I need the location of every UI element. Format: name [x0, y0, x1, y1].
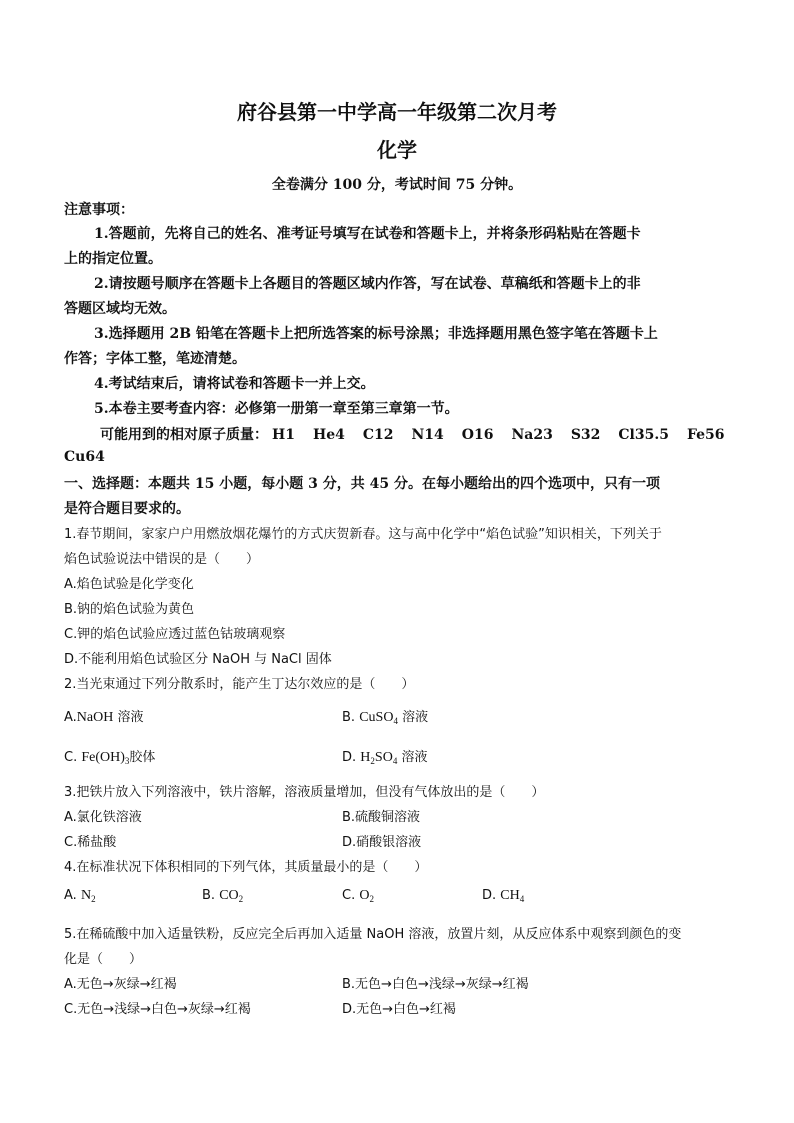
q2-d-prefix: D. — [342, 750, 357, 765]
q4-a-subscript: 2 — [91, 894, 96, 904]
q4-a-prefix: A. — [64, 888, 77, 903]
q2-d-formula-h: H — [360, 750, 371, 765]
q2-d-subscript-1: 2 — [370, 756, 375, 766]
exam-title: 府谷县第一中学高一年级第二次月考 — [237, 100, 557, 124]
q2-c-subscript: 3 — [124, 756, 130, 766]
mass-c: C12 — [362, 427, 394, 443]
q2-b-subscript: 4 — [393, 716, 398, 726]
q3-option-b: B.硫酸铜溶液 — [342, 810, 421, 825]
note-3-line-1: 3.选择题用 2B 铅笔在答题卡上把所选答案的标号涂黑；非选择题用黑色签字笔在答题卡上 — [94, 326, 658, 342]
note-1-line-2: 上的指定位置。 — [64, 251, 162, 267]
q4-b-subscript: 2 — [238, 894, 244, 904]
mass-s: S32 — [570, 427, 601, 443]
q1-option-b: B.钠的焰色试验为黄色 — [64, 602, 195, 617]
q2-c-formula: Fe(OH) — [81, 750, 125, 765]
q5-option-c: C.无色→浅绿→白色→灰绿→红褐 — [64, 1002, 251, 1017]
q4-d-formula: CH — [500, 888, 520, 903]
q4-option-d — [482, 888, 524, 904]
q5-option-a: A.无色→灰绿→红褐 — [64, 977, 177, 992]
q2-option-c — [64, 746, 155, 766]
q2-c-prefix: C. — [64, 750, 78, 765]
notes-heading: 注意事项： — [64, 202, 134, 218]
q5-option-b: B.无色→白色→浅绿→灰绿→红褐 — [342, 977, 529, 992]
masses-label: 可能用到的相对原子质量： — [100, 427, 268, 443]
q5-stem-line-1: 5.在稀硫酸中加入适量铁粉，反应完全后再加入适量 NaOH 溶液，放置片刻，从反应体系中观察到颜色的变 — [64, 927, 682, 942]
section-1-line-1: 一、选择题：本题共 15 小题，每小题 3 分，共 45 分。在每小题给出的四个选项中，只有一项 — [64, 476, 660, 492]
note-2-line-1: 2.请按题号顺序在答题卡上各题目的答题区域内作答，写在试卷、草稿纸和答题卡上的非 — [94, 276, 641, 292]
q1-stem-line-1: 1.春节期间，家家户户用燃放烟花爆竹的方式庆贺新春。这与高中化学中“焰色试验”知识相关，下列关于 — [64, 527, 662, 542]
q4-option-b — [202, 888, 243, 904]
score-time: 全卷满分 100 分，考试时间 75 分钟。 — [271, 177, 523, 193]
subject-title: 化学 — [377, 138, 417, 162]
q1-stem-line-2: 焰色试验说法中错误的是（ ） — [64, 552, 260, 567]
q2-b-suffix: 溶液 — [402, 710, 429, 725]
q4-d-prefix: D. — [482, 888, 497, 903]
q4-c-formula: O — [359, 888, 370, 903]
q2-d-subscript-2: 4 — [392, 756, 398, 766]
q2-a-formula: NaOH — [76, 710, 114, 725]
q1-option-c: C.钾的焰色试验应透过蓝色钴玻璃观察 — [64, 627, 286, 642]
q2-stem: 2.当光束通过下列分散系时，能产生丁达尔效应的是（ ） — [64, 677, 415, 692]
q2-c-suffix: 胶体 — [129, 750, 156, 765]
q4-stem: 4.在标准状况下体积相同的下列气体，其质量最小的是（ ） — [64, 860, 428, 875]
mass-cl: Cl35.5 — [618, 427, 669, 443]
q2-d-formula-so: SO — [374, 750, 393, 765]
q4-b-formula: CO — [219, 888, 239, 903]
mass-cu: Cu64 — [64, 449, 105, 465]
note-3-line-2: 作答；字体工整，笔迹清楚。 — [64, 351, 246, 367]
atomic-masses — [100, 424, 743, 444]
q4-option-a — [64, 888, 96, 904]
mass-na: Na23 — [511, 427, 553, 443]
q2-option-b — [342, 706, 428, 726]
q2-b-formula: CuSO — [359, 710, 394, 725]
q4-c-prefix: C. — [342, 888, 356, 903]
q2-d-suffix: 溶液 — [401, 750, 428, 765]
q2-b-prefix: B. — [342, 710, 356, 725]
note-5: 5.本卷主要考查内容：必修第一册第一章至第三章第一节。 — [94, 401, 459, 417]
note-1-line-1: 1.答题前，先将自己的姓名、准考证号填写在试卷和答题卡上，并将条形码粘贴在答题卡 — [94, 226, 641, 242]
q4-a-formula: N — [80, 888, 92, 903]
q2-option-a — [64, 706, 144, 726]
note-4: 4.考试结束后，请将试卷和答题卡一并上交。 — [94, 376, 375, 392]
q3-option-a: A.氯化铁溶液 — [64, 810, 142, 825]
note-2-line-2: 答题区域均无效。 — [64, 301, 176, 317]
q4-c-subscript: 2 — [369, 894, 374, 904]
q4-option-c — [342, 888, 374, 904]
q5-option-d: D.无色→白色→红褐 — [342, 1002, 456, 1017]
q2-option-d — [342, 746, 427, 766]
section-1-line-2: 是符合题目要求的。 — [64, 501, 190, 517]
mass-o: O16 — [461, 427, 494, 443]
mass-he: He4 — [312, 427, 345, 443]
q1-option-a: A.焰色试验是化学变化 — [64, 577, 194, 592]
q5-stem-line-2: 化是（ ） — [64, 952, 143, 967]
mass-n: N14 — [411, 427, 444, 443]
q2-a-prefix: A. — [64, 710, 77, 725]
mass-fe: Fe56 — [686, 427, 725, 443]
q4-d-subscript: 4 — [519, 894, 525, 904]
q1-option-d: D.不能利用焰色试验区分 NaOH 与 NaCl 固体 — [64, 652, 332, 667]
q4-b-prefix: B. — [202, 888, 216, 903]
q3-option-d: D.硝酸银溶液 — [342, 835, 422, 850]
q2-a-suffix: 溶液 — [117, 710, 144, 725]
q3-option-c: C.稀盐酸 — [64, 835, 117, 850]
mass-h: H1 — [272, 427, 295, 443]
q3-stem: 3.把铁片放入下列溶液中，铁片溶解，溶液质量增加，但没有气体放出的是（ ） — [64, 785, 545, 800]
